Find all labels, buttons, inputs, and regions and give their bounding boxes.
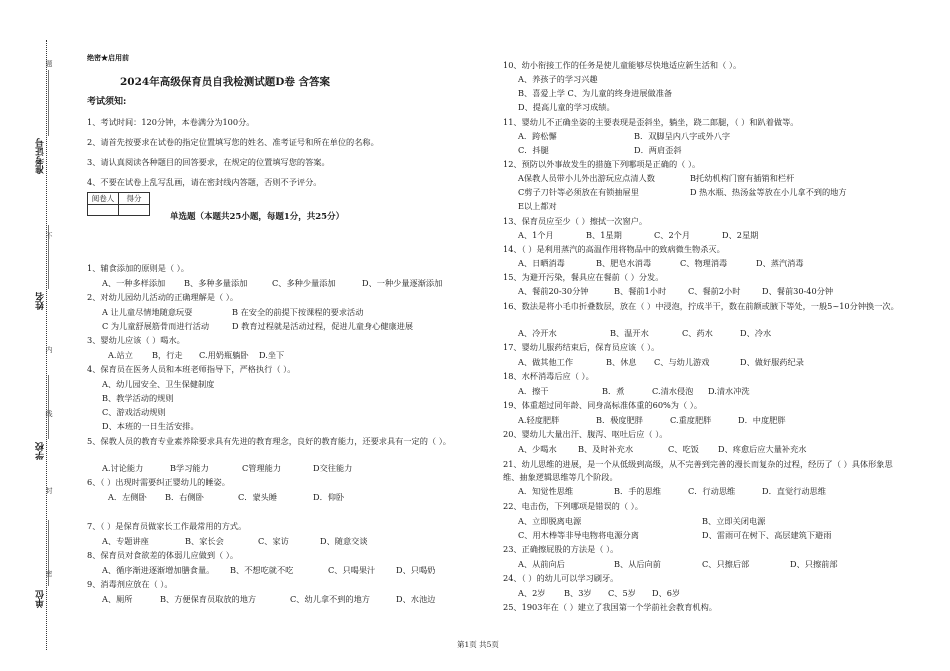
option: B、肥皂水消毒	[596, 258, 652, 268]
option: C、餐前2小时	[688, 286, 741, 296]
option: B、餐前1小时	[614, 286, 667, 296]
question: 1、辅食添加的原则是（ ）。	[87, 263, 189, 273]
notice-heading: 考试须知:	[87, 97, 127, 107]
question: 22、电击伤，下列哪项是错误的（ ）。	[503, 501, 643, 511]
page-footer: 第1页 共5页	[457, 640, 499, 649]
option: B、温开水	[610, 328, 649, 338]
seal-char: 题	[45, 60, 53, 67]
option: D、蒸汽消毒	[756, 258, 804, 268]
option: D、随意交谈	[320, 536, 368, 546]
option: D.清水冲洗	[708, 386, 750, 396]
question: 21、幼儿思维的进展，是一个从低级到高级，从不完善到完善的漫长而复杂的过程，经历了（ ）具体形象思维、抽象逻辑思维等几个阶段。	[503, 459, 893, 482]
option: A、做其他工作	[518, 357, 574, 367]
score-table-reviewer: 阅卷人	[88, 193, 119, 205]
option: B、1星期	[586, 230, 622, 240]
option: D交往能力	[313, 463, 353, 473]
notice-item: 4、不要在试卷上乱写乱画，请在密封线内答题，否则不予评分。	[87, 177, 322, 187]
option: A.轻度肥胖	[518, 415, 560, 425]
blank-line-1	[48, 70, 49, 136]
option: D．仰卧	[313, 492, 345, 502]
option: C、用木棒等非导电物将电源分离	[518, 530, 639, 540]
option: B．煮	[602, 386, 625, 396]
option: A、从前向后	[518, 559, 565, 569]
option: C、游戏活动规则	[102, 407, 166, 417]
option: C、5岁	[608, 588, 636, 598]
option: B．极度肥胖	[596, 415, 643, 425]
option: A、立即脱离电源	[518, 516, 582, 526]
seal-char: 内	[45, 346, 53, 353]
question: 11、婴幼儿不正确坐姿的主要表现是歪斜坐，躺坐，跷二郎腿，（ ）和趴着做等。	[503, 117, 799, 127]
seal-char: 封	[45, 487, 53, 494]
question: 24、（ ）的幼儿可以学习刷牙。	[503, 573, 619, 583]
notice-item: 1、考试时间：120分钟，本卷满分为100分。	[87, 117, 255, 127]
seal-dotted-line	[46, 40, 47, 650]
option: B、立即关闭电源	[702, 516, 766, 526]
option: A、幼儿园安全、卫生保健制度	[102, 379, 215, 389]
option: A、餐前20-30分钟	[518, 286, 589, 296]
option: C、物理消毒	[680, 258, 728, 268]
option: A.站立	[108, 350, 133, 360]
option: C、与幼儿游戏	[654, 357, 710, 367]
question: 4、保育员在医务人员和本班老师指导下，严格执行（ ）。	[87, 364, 296, 374]
question: 13、保育员应至少（ ）擦拭一次窗户。	[503, 216, 648, 226]
seal-char: 不	[45, 232, 53, 239]
option: C、2个月	[654, 230, 691, 240]
option: D、只擦前部	[790, 559, 838, 569]
option: A、日晒消毒	[518, 258, 565, 268]
option: D、提高儿童的学习成绩。	[518, 102, 615, 112]
question: 18、水杯消毒后应（ ）。	[503, 371, 594, 381]
option: A．跨松懈	[518, 131, 557, 141]
question: 2、对幼儿园幼儿活动的正确理解是（ ）。	[87, 292, 239, 302]
option: C管理能力	[242, 463, 282, 473]
label-zhunkaozheng: 准考证号	[36, 138, 46, 174]
option: B．双脚呈内八字或外八字	[634, 131, 731, 141]
option: C、吃饭	[668, 444, 699, 454]
question: 19、体重超过同年龄、同身高标准体重的60%为（ ）。	[503, 400, 703, 410]
option: A.讨论能力	[102, 463, 144, 473]
option: D、疼愈后应大量补充水	[718, 444, 807, 454]
option: B、从后向前	[614, 559, 661, 569]
option: D、做好服药纪录	[740, 357, 804, 367]
question: 15、为避开污染，餐具应在餐前（ ）分发。	[503, 272, 664, 282]
seal-char: 密	[45, 570, 53, 577]
option: D．两肩歪斜	[634, 145, 682, 155]
option: A．擦干	[518, 386, 549, 396]
option: C、幼儿拿不到的地方	[290, 594, 370, 604]
option: E以上都对	[518, 201, 557, 211]
option: B、喜爱上学 C、为儿童的终身进展做准备	[518, 88, 673, 98]
option: B、休息	[606, 357, 637, 367]
option: B、及时补充水	[578, 444, 634, 454]
option: A、1个月	[518, 230, 554, 240]
label-xingming: 姓名	[36, 292, 46, 310]
option: C、只喝果汁	[328, 565, 376, 575]
option: A、冷开水	[518, 328, 557, 338]
option: B、方便保育员取放的地方	[160, 594, 257, 604]
seal-char: 线	[45, 410, 53, 417]
option: D 热水瓶、热汤盆等放在小儿拿不到的地方	[690, 187, 847, 197]
option: A、一种多样添加	[102, 278, 166, 288]
option: C．蒙头睡	[238, 492, 278, 502]
score-table-score: 得分	[119, 193, 150, 205]
option: D、水池边	[396, 594, 436, 604]
option: B，行走	[152, 350, 183, 360]
option: C、家访	[258, 536, 289, 546]
option: A．知觉性思维	[518, 486, 574, 496]
option: D、冷水	[740, 328, 772, 338]
option: C.清水侵泡	[652, 386, 694, 396]
question: 6、（ ）出现时需要纠正婴幼儿的睡姿。	[87, 477, 230, 487]
option: D．直觉行动思维	[762, 486, 826, 496]
option: A、专题讲座	[102, 536, 149, 546]
score-cell-reviewer[interactable]	[88, 205, 119, 216]
option: C．抖腿	[518, 145, 549, 155]
option: D、雷雨可在树下、高层建筑下避雨	[702, 530, 832, 540]
option: A、2岁	[518, 588, 546, 598]
page-title: 2024年高级保育员自我检测试题D卷 含答案	[120, 76, 330, 88]
option: A．左侧卧	[108, 492, 147, 502]
question: 23、正确擦屁股的方法是（ ）。	[503, 544, 619, 554]
question: 17、婴幼儿服药结束后，保育员应该（ ）。	[503, 342, 660, 352]
option: C剪子刀针等必须放在有锁抽屉里	[518, 187, 639, 197]
option: C 为儿童舒展筋骨而进行活动	[102, 321, 210, 331]
seal-column	[0, 0, 62, 671]
option: A、少喝水	[518, 444, 557, 454]
question: 3、婴幼儿应该（ ）喝水。	[87, 335, 185, 345]
option: B、多种多量添加	[184, 278, 248, 288]
question: 16、数法是将小毛巾折叠数层，放在（ ）中浸泡，拧成半干，数在前额或腋下等处，一般5~10分钟换一次。	[503, 301, 899, 311]
option: B、不想吃就不吃	[230, 565, 294, 575]
question: 9、消毒剂应放在（ ）。	[87, 579, 173, 589]
question: 25、1903年在（ ）建立了我国第一个学前社会教育机构。	[503, 602, 717, 612]
option: B托幼机构门窗有插销和栏杆	[690, 173, 795, 183]
question: 7、（ ）是保育员做家长工作最常用的方式。	[87, 521, 247, 531]
option: C、多种少量添加	[272, 278, 336, 288]
section-heading: 单选题（本题共25小题，每题1分，共25分）	[170, 212, 345, 222]
option: C、药水	[682, 328, 713, 338]
option: B学习能力	[170, 463, 209, 473]
option: C.重度肥胖	[670, 415, 712, 425]
option: C、只擦后部	[702, 559, 750, 569]
option: B、3岁	[564, 588, 592, 598]
label-xuexiao: 学校	[36, 442, 46, 460]
option: D、只喝奶	[396, 565, 436, 575]
option: D、2星期	[722, 230, 759, 240]
blank-line-3	[48, 375, 49, 439]
option: A、厕所	[102, 594, 133, 604]
notice-item: 2、请首先按要求在试卷的指定位置填写您的姓名、准考证号和所在单位的名称。	[87, 137, 379, 147]
question: 8、保育员对食欲差的体弱儿应做到（ ）。	[87, 550, 239, 560]
question: 10、幼小衔接工作的任务是使儿童能够尽快地适应新生活和（ ）。	[503, 60, 742, 70]
option: D 教育过程就是活动过程，促进儿童身心健康进展	[232, 321, 414, 331]
option: D．中度肥胖	[738, 415, 786, 425]
option: A 让儿童尽情地随意玩耍	[102, 307, 193, 317]
option: A、养孩子的学习兴趣	[518, 74, 598, 84]
question: 12、预防以外事故发生的措施下列哪项是正确的（ ）。	[503, 159, 701, 169]
notice-item: 3、请认真阅读各种题目的回答要求，在规定的位置填写您的答案。	[87, 157, 330, 167]
question: 20、婴幼儿大量出汗、腹泻、呕吐后应（ ）。	[503, 429, 668, 439]
score-cell-score[interactable]	[119, 205, 150, 216]
option: D、本班的一日生活安排。	[102, 421, 199, 431]
option: B、家长会	[185, 536, 224, 546]
option: B．手的思维	[614, 486, 661, 496]
option: C．行动思维	[688, 486, 736, 496]
label-danwei: 单位	[36, 590, 46, 608]
score-table	[87, 192, 150, 216]
option: B 在安全的前提下按课程的要求活动	[232, 307, 364, 317]
secret-mark: 绝密★启用前	[87, 53, 129, 62]
option: B．右侧卧	[165, 492, 204, 502]
option: D.坐下	[259, 350, 285, 360]
option: C.用奶瓶躺卧	[199, 350, 249, 360]
question: 5、保教人员的教育专业素养除要求具有先进的教育理念，良好的教育能力，还要求具有一定的（ ）。	[87, 436, 451, 446]
question: 14、（ ）是利用蒸汽的高温作用将物品中的致病微生物杀灭。	[503, 244, 725, 254]
option: D、6岁	[652, 588, 681, 598]
option: D、一种少量逐渐添加	[362, 278, 443, 288]
option: D、餐前30-40分钟	[762, 286, 834, 296]
option: A、循序渐进逐渐增加膳食量。	[102, 565, 215, 575]
option: A保教人员带小儿外出游玩应点清人数	[518, 173, 655, 183]
option: B、教学活动的规则	[102, 393, 174, 403]
